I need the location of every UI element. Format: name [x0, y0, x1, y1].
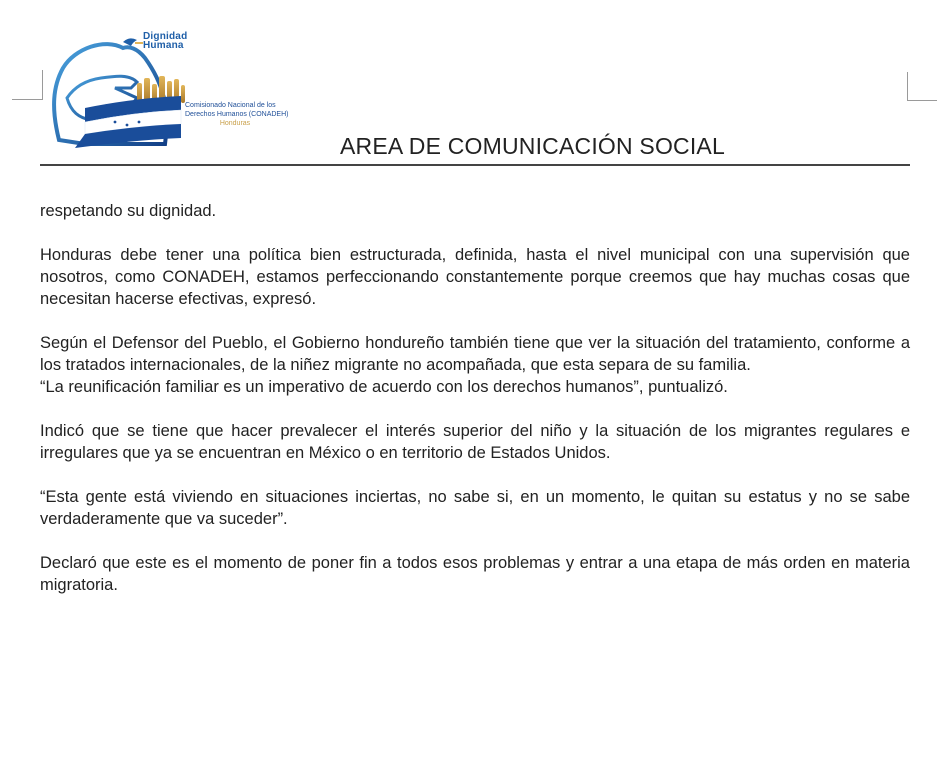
paragraph: Indicó que se tiene que hacer prevalecer el interés superior del niño y la situación de los migrantes regulares e irregulares que ya se encuentran en México o en territorio de Estados Unidos. [40, 422, 910, 462]
paragraph: respetando su dignidad. [40, 202, 217, 220]
paragraph: “Esta gente está viviendo en situaciones inciertas, no sabe si, en un momento, le quitan su estatus y no se sabe verdaderamente que va suceder”. [40, 488, 910, 528]
crop-mark-left-horizontal [12, 99, 43, 100]
crop-mark-right-horizontal [907, 100, 937, 101]
conadeh-logo [45, 28, 295, 153]
logo-org-line1: Comisionado Nacional de los [185, 102, 276, 109]
crop-mark-left-vertical [42, 70, 43, 100]
paragraph: Honduras debe tener una política bien estructurada, definida, hasta el nivel municipal con una supervisión que nosotros, como CONADEH, estamos perfeccionando constantemente porque creemos que hay muchas cosas que necesitan hacerse efectivas, expresó. [40, 246, 910, 308]
header-divider [40, 164, 910, 166]
header-title: AREA DE COMUNICACIÓN SOCIAL [340, 133, 725, 159]
crop-mark-right-vertical [907, 72, 908, 101]
logo-org-line3: Honduras [219, 120, 251, 127]
paragraph: “La reunificación familiar es un imperativo de acuerdo con los derechos humanos”, puntualizó. [40, 378, 728, 396]
logo-org-line2: Derechos Humanos (CONADEH) [185, 111, 289, 118]
logo-title-line2: Humana [143, 40, 184, 51]
document-body [40, 200, 910, 596]
logo-org-name [185, 101, 288, 128]
logo-title [143, 32, 187, 50]
logo-title-line1: Dignidad [143, 31, 188, 42]
paragraph: Declaró que este es el momento de poner fin a todos esos problemas y entrar a una etapa de más orden en materia migratoria. [40, 554, 910, 594]
paragraph: Según el Defensor del Pueblo, el Gobierno hondureño también tiene que ver la situación del tratamiento, conforme a los tratados internacionales, de la niñez migrante no acompañada, que esta separa de su familia. [40, 334, 910, 374]
